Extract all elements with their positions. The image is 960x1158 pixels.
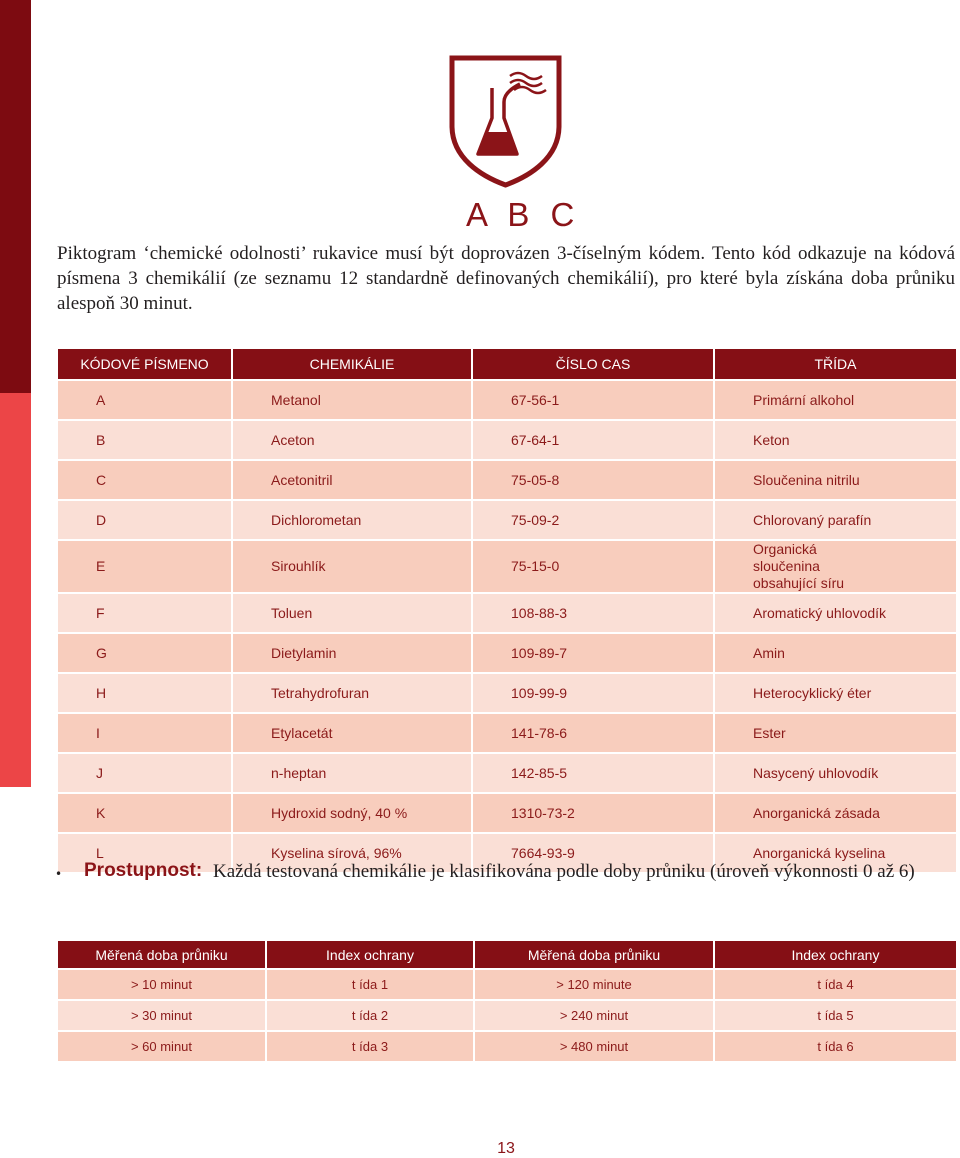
protection-index-cell: t ída 4 bbox=[714, 969, 956, 1000]
code-letter-cell: K bbox=[58, 793, 232, 833]
cas-number-cell: 1310-73-2 bbox=[472, 793, 714, 833]
column-header: KÓDOVÉ PÍSMENO bbox=[58, 349, 232, 380]
class-cell: Nasycený uhlovodík bbox=[714, 753, 956, 793]
cas-number-cell: 108-88-3 bbox=[472, 593, 714, 633]
class-cell: Sloučenina nitrilu bbox=[714, 460, 956, 500]
cas-number-cell: 141-78-6 bbox=[472, 713, 714, 753]
chemical-cell: n-heptan bbox=[232, 753, 472, 793]
table-row bbox=[58, 540, 956, 593]
cas-number-cell: 75-15-0 bbox=[472, 540, 714, 593]
protection-index-cell: t ída 6 bbox=[714, 1031, 956, 1062]
table-row bbox=[58, 793, 956, 833]
code-letter-cell: D bbox=[58, 500, 232, 540]
chemical-cell: Tetrahydrofuran bbox=[232, 673, 472, 713]
breakthrough-time-cell: > 30 minut bbox=[58, 1000, 266, 1031]
bullet: • bbox=[55, 867, 63, 881]
page-number: 13 bbox=[497, 1140, 515, 1157]
table-row bbox=[58, 593, 956, 633]
table-row bbox=[58, 1031, 956, 1062]
permeation-title: Prostupnost: bbox=[84, 860, 203, 881]
cas-number-cell: 75-09-2 bbox=[472, 500, 714, 540]
table-row bbox=[58, 460, 956, 500]
logo-letters: A B C bbox=[466, 196, 581, 233]
cas-number-cell: 67-56-1 bbox=[472, 380, 714, 420]
table-header-row bbox=[58, 941, 956, 969]
code-letter-cell: F bbox=[58, 593, 232, 633]
chemical-cell: Dietylamin bbox=[232, 633, 472, 673]
column-header: Index ochrany bbox=[266, 941, 474, 969]
chemical-resistance-shield-icon bbox=[448, 54, 563, 189]
chemical-cell: Sirouhlík bbox=[232, 540, 472, 593]
breakthrough-time-cell: > 240 minut bbox=[474, 1000, 714, 1031]
protection-index-cell: t ída 5 bbox=[714, 1000, 956, 1031]
class-cell: Amin bbox=[714, 633, 956, 673]
table-row bbox=[58, 969, 956, 1000]
table-row bbox=[58, 673, 956, 713]
table-row bbox=[58, 633, 956, 673]
code-letter-cell: A bbox=[58, 380, 232, 420]
column-header: Index ochrany bbox=[714, 941, 956, 969]
breakthrough-time-cell: > 480 minut bbox=[474, 1031, 714, 1062]
intro-paragraph: Piktogram ‘chemické odolnosti’ rukavice musí být doprovázen 3-číselným kódem. Tento kód odkazuje na kódová písmena 3 chemikálií (ze seznamu 12 standardně definovaných chemikálií), pro které byla získána doba průniku alespoň 30 minut. bbox=[57, 243, 955, 314]
column-header: Měřená doba průniku bbox=[474, 941, 714, 969]
table-row bbox=[58, 380, 956, 420]
column-header: TŘÍDA bbox=[714, 349, 956, 380]
column-header: ČÍSLO CAS bbox=[472, 349, 714, 380]
table-header-row bbox=[58, 349, 956, 380]
permeation-table bbox=[58, 941, 956, 1063]
code-letter-cell: C bbox=[58, 460, 232, 500]
code-letter-cell: L bbox=[58, 833, 232, 873]
breakthrough-time-cell: > 10 minut bbox=[58, 969, 266, 1000]
side-bar-light bbox=[0, 393, 31, 787]
table-row bbox=[58, 1000, 956, 1031]
protection-index-cell: t ída 1 bbox=[266, 969, 474, 1000]
class-cell: Ester bbox=[714, 713, 956, 753]
code-letter-cell: E bbox=[58, 540, 232, 593]
protection-index-cell: t ída 2 bbox=[266, 1000, 474, 1031]
cas-number-cell: 75-05-8 bbox=[472, 460, 714, 500]
class-cell: Keton bbox=[714, 420, 956, 460]
chemical-cell: Dichlorometan bbox=[232, 500, 472, 540]
class-cell: Organická sloučenina obsahující síru bbox=[714, 540, 956, 593]
table-row bbox=[58, 713, 956, 753]
table-row bbox=[58, 753, 956, 793]
chemical-cell: Aceton bbox=[232, 420, 472, 460]
class-cell: Heterocyklický éter bbox=[714, 673, 956, 713]
side-bar-dark bbox=[0, 0, 31, 393]
chemical-cell: Metanol bbox=[232, 380, 472, 420]
class-cell: Anorganická kyselina bbox=[714, 833, 956, 873]
chemical-cell: Etylacetát bbox=[232, 713, 472, 753]
chemical-cell: Kyselina sírová, 96% bbox=[232, 833, 472, 873]
cas-number-cell: 67-64-1 bbox=[472, 420, 714, 460]
breakthrough-time-cell: > 120 minute bbox=[474, 969, 714, 1000]
cas-number-cell: 109-99-9 bbox=[472, 673, 714, 713]
code-letter-cell: G bbox=[58, 633, 232, 673]
table-row bbox=[58, 500, 956, 540]
cas-number-cell: 109-89-7 bbox=[472, 633, 714, 673]
permeation-text: Každá testovaná chemikálie je klasifikována podle doby průniku (úroveň výkonnosti 0 až 6) bbox=[213, 861, 915, 882]
breakthrough-time-cell: > 60 minut bbox=[58, 1031, 266, 1062]
chemical-cell: Hydroxid sodný, 40 % bbox=[232, 793, 472, 833]
class-cell: Chlorovaný parafín bbox=[714, 500, 956, 540]
class-cell: Primární alkohol bbox=[714, 380, 956, 420]
chemical-cell: Acetonitril bbox=[232, 460, 472, 500]
chemicals-table bbox=[58, 349, 956, 874]
column-header: Měřená doba průniku bbox=[58, 941, 266, 969]
cas-number-cell: 7664-93-9 bbox=[472, 833, 714, 873]
code-letter-cell: H bbox=[58, 673, 232, 713]
protection-index-cell: t ída 3 bbox=[266, 1031, 474, 1062]
code-letter-cell: B bbox=[58, 420, 232, 460]
cas-number-cell: 142-85-5 bbox=[472, 753, 714, 793]
class-cell: Aromatický uhlovodík bbox=[714, 593, 956, 633]
code-letter-cell: I bbox=[58, 713, 232, 753]
class-cell: Anorganická zásada bbox=[714, 793, 956, 833]
code-letter-cell: J bbox=[58, 753, 232, 793]
table-row bbox=[58, 420, 956, 460]
chemical-cell: Toluen bbox=[232, 593, 472, 633]
column-header: CHEMIKÁLIE bbox=[232, 349, 472, 380]
